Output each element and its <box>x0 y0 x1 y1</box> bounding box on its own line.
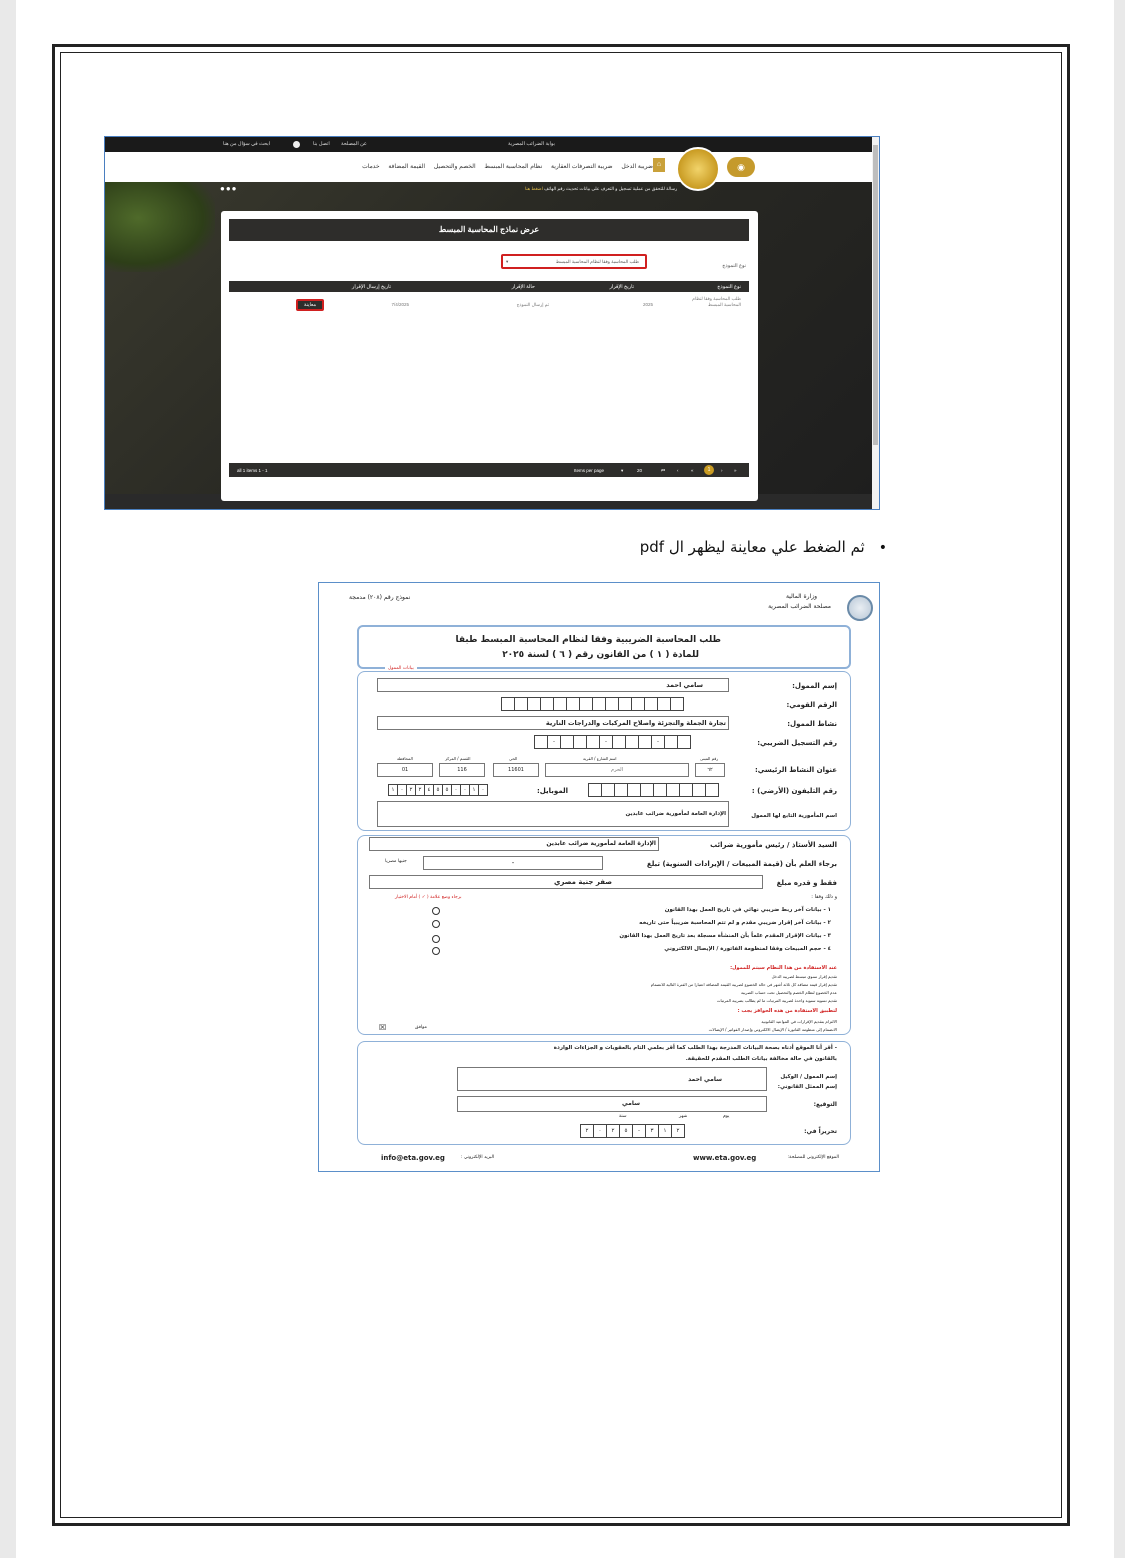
email-label: البريد الإلكتروني : <box>461 1155 495 1160</box>
date-label: تحريراً في: <box>804 1128 837 1135</box>
signature-field <box>457 1096 767 1112</box>
phone-label: رقم التليفون (الأرضي) : <box>751 787 837 795</box>
office-label: اسم المأمورية التابع لها الممول <box>751 813 837 819</box>
option-1-radio[interactable] <box>432 907 440 915</box>
agent-label1: إسم الممول / الوكيل <box>780 1074 837 1080</box>
next-page-button[interactable]: › <box>721 468 723 473</box>
phone-cells <box>589 783 719 797</box>
nav-item-services[interactable]: خدمات <box>362 164 380 170</box>
agree-checkbox[interactable]: ☒ <box>379 1023 387 1032</box>
modal-title: عرض نماذج المحاسبة المبسط <box>229 219 749 241</box>
option-4: ٤ - حجم المبيعات وفقا لمنظومة الفاتورة / الإيصال الالكتروني <box>664 946 831 952</box>
option-4-radio[interactable] <box>432 947 440 955</box>
plant-decoration <box>105 182 215 272</box>
obligation-1: الالتزام بتقديم الإقرارات في المواعيد القانونية <box>761 1019 837 1024</box>
bullet: • <box>878 540 887 556</box>
tax-reg-cells: - - - <box>535 735 691 749</box>
row-year: 2025 <box>642 302 653 307</box>
nav-menu <box>355 163 653 170</box>
addressee-value: الإدارة العامة لمأمورية ضرائب عابدين <box>546 840 656 847</box>
website-link[interactable]: www.eta.gov.eg <box>693 1154 757 1162</box>
option-3-radio[interactable] <box>432 935 440 943</box>
amount-words-field <box>369 875 763 889</box>
website-label: الموقع الإلكتروني للمصلحة: <box>787 1155 839 1160</box>
ministry-name: وزارة المالية <box>785 593 817 600</box>
address-governorate: 01 <box>377 763 433 777</box>
form-title-line2: للمادة ( ١ ) من القانون رقم ( ٦ ) لسنة ٢٠٢٥ <box>502 650 699 660</box>
address-col-street: اسم الشارع / القرية <box>583 756 617 761</box>
address-district: 11601 <box>493 763 539 777</box>
national-id-cells <box>502 697 684 711</box>
benefit-4: تقديم تسوية سنوية واحدة لضريبة المرتبات ما لم يطالب بضريبة المرتبات <box>716 998 837 1003</box>
according-label: و ذلك وفقا : <box>811 894 837 900</box>
benefit-2: تقديم إقرار قيمة مضافة كل ثلاثة أشهر في حالة الخضوع لضريبة القيمة المضافة اعتبارا من الفترة التالية للانضمام <box>650 982 837 987</box>
address-section: 116 <box>439 763 485 777</box>
option-3: ٣ - بيانات الإقرار المقدم علماً بأن المنشأة مسجلة بعد تاريخ العمل بهذا القانون <box>619 933 831 939</box>
pager-info: all 1 items 1 - 1 <box>237 468 268 473</box>
amount-words-value: صفر جنية مصري <box>553 878 612 886</box>
mobile-digit: ٤ <box>424 784 434 796</box>
row-sent-date: 7/4/2025 <box>391 302 409 307</box>
chevron-down-icon: ▾ <box>506 259 509 264</box>
mobile-digit: ٠ <box>451 784 461 796</box>
view-button[interactable]: معاينة <box>296 299 324 311</box>
form-title-box <box>357 625 851 669</box>
taxpayer-name-label: إسم الممول: <box>792 682 837 690</box>
eta-seal-logo <box>847 595 873 621</box>
camera-icon[interactable]: ◉ <box>727 157 755 177</box>
nav-item-real-estate[interactable]: ضريبة التصرفات العقارية <box>551 164 613 170</box>
ticker-link[interactable]: اضغط هنا <box>525 186 543 191</box>
topbar-link-about[interactable]: عن المصلحة <box>341 141 367 147</box>
mobile-digit: ١ <box>469 784 479 796</box>
amount-words-label: فقط و قدره مبلغ <box>776 879 837 887</box>
col-declaration-status[interactable]: حالة الإقرار <box>511 284 535 290</box>
mobile-label: الموبايل: <box>537 787 569 795</box>
mobile-digit: ٢ <box>415 784 425 796</box>
portal-topbar-title: بوابة الضرائب المصرية <box>508 141 555 147</box>
form-number: نموذج رقم (٢٠٨) مدمجة <box>349 594 411 601</box>
date-head-month: شهر <box>679 1114 688 1119</box>
last-page-button[interactable]: » <box>734 468 737 473</box>
current-page[interactable]: 1 <box>704 465 714 475</box>
national-id-label: الرقم القومي: <box>786 701 837 709</box>
nav-item-income-tax[interactable]: ضريبة الدخل <box>621 164 653 170</box>
date-head-year: سنة <box>619 1114 627 1119</box>
page-size-select[interactable]: ▾ <box>621 468 624 473</box>
office-field <box>377 801 729 827</box>
address-col-section: القسم / المركز <box>445 756 471 761</box>
taxpayer-name-value: سامي احمد <box>666 681 703 689</box>
authority-name: مصلحة الضرائب المصرية <box>768 603 831 610</box>
form-type-select[interactable] <box>501 254 647 269</box>
mobile-cells <box>389 784 488 796</box>
topbar-user-link[interactable]: ابحث في سؤال من هنا <box>223 141 270 147</box>
user-icon[interactable] <box>293 141 300 148</box>
signature-label: التوقيع: <box>813 1101 837 1108</box>
mobile-digit: ٠ <box>478 784 488 796</box>
table-row <box>229 294 749 320</box>
email-link[interactable]: info@eta.gov.eg <box>381 1154 445 1162</box>
col-form-type[interactable]: نوع النموذج <box>717 284 741 290</box>
address-col-building: رقم المبنى <box>700 756 719 761</box>
address-building: ٦٢ <box>695 763 725 777</box>
obligations-title: لتطبيق الاستفادة من هذه الحوافز يجب : <box>737 1008 837 1014</box>
table-pager <box>229 463 749 477</box>
address-col-district: الحي <box>509 756 518 761</box>
section1-tag: بيانات الممول <box>385 666 417 671</box>
option-2: ٢ - بيانات آخر إقرار ضريبي مقدم و لم تتم المحاسبة ضريبياً حتى تاريخه <box>639 920 831 926</box>
pdf-form <box>318 582 880 1172</box>
address-col-governorate: المحافظة <box>397 756 413 761</box>
topbar-link-contact[interactable]: اتصل بنا <box>313 141 330 147</box>
page-size-value[interactable]: 20 <box>637 468 643 473</box>
instruction-text: ثم الضغط علي معاينة ليظهر ال pdf <box>639 538 865 556</box>
col-declaration-date[interactable]: تاريخ الإقرار <box>609 284 634 290</box>
declaration-line1: - أقر أنا الموقع أدناه بصحة البيانات المدرجة بهذا الطلب كما أقر بعلمي التام بالعقوبات و الجزاءات الواردة <box>553 1045 837 1051</box>
agent-field <box>457 1067 767 1091</box>
signature-value: سامي <box>622 1100 640 1107</box>
addressee-label: السيد الأستاذ / رئيس مأمورية ضرائب <box>710 841 837 849</box>
date-head-day: يوم <box>723 1114 730 1119</box>
row-status: تم إرسال النموذج <box>516 302 549 307</box>
news-ticker <box>525 186 677 192</box>
sales-unit: جنيها مصريا <box>385 859 407 864</box>
portal-screenshot <box>104 136 880 510</box>
benefits-title: عند الاستفادة من هذا النظام سيتم للممول: <box>730 965 837 971</box>
eta-logo <box>676 147 720 191</box>
declaration-line2: بالقانون في حالة مخالفة بيانات الطلب المقدم للحقيقة. <box>685 1056 837 1062</box>
accessibility-icons[interactable]: ●●● <box>220 184 238 193</box>
benefit-3: عدم الخضوع لنظام الخصم والتحصيل تحت حساب الضريبة <box>740 990 837 995</box>
form-type-label: نوع النموذج <box>722 263 746 269</box>
mobile-digit: ٥ <box>442 784 452 796</box>
activity-field <box>377 716 729 730</box>
first-page-button[interactable]: ⏮ <box>661 468 666 473</box>
agent-name-value: سامي احمد <box>688 1076 722 1083</box>
mobile-digit: ٠ <box>397 784 407 796</box>
sales-field: - <box>423 856 603 870</box>
mobile-digit: ١ <box>388 784 398 796</box>
agree-label: موافق <box>415 1025 427 1030</box>
prev-page-button[interactable]: « <box>691 468 694 473</box>
table-header <box>229 281 749 292</box>
agent-label2: إسم الممثل القانوني: <box>777 1084 837 1090</box>
portal-topbar <box>105 137 873 152</box>
obligation-2: الانضمام إلى منظومة الفاتورة / الإيصال الالكتروني وإصدار الفواتير / الإيصالات <box>708 1027 837 1032</box>
home-icon[interactable]: ⌂ <box>653 158 665 172</box>
date-cells: ٢ ٠ ٢ ٥ - ٣ ١ ٢ <box>581 1124 685 1138</box>
form-title-line1: طلب المحاسبة الضريبية وفقا لنظام المحاسبة المبسط طبقا <box>455 635 721 645</box>
mobile-digit: ٠ <box>460 784 470 796</box>
row-form-type: طلب المحاسبة وفقا لنظام المحاسبة المبسط <box>692 296 741 307</box>
nav-item-simplified[interactable]: نظام المحاسبة المبسط <box>484 164 543 170</box>
address-label: عنوان النشاط الرئيسي: <box>754 766 837 774</box>
portal-navbar <box>105 152 873 182</box>
mobile-digit: ٥ <box>433 784 443 796</box>
taxpayer-name-field <box>377 678 729 692</box>
scrollbar-thumb[interactable] <box>873 145 878 445</box>
items-per-page-label: Items per page <box>574 468 605 473</box>
activity-value: تجارة الجملة والتجزئة واصلاح المركبات والدراجات النارية <box>545 719 726 727</box>
activity-label: نشاط الممول: <box>787 720 837 728</box>
col-sent-date[interactable]: تاريخ إرسال الإقرار <box>351 284 391 290</box>
check-note: برجاء وضع علامة ( ✓ ) أمام الاختيار <box>395 895 462 900</box>
form-type-value: طلب المحاسبة وفقا لنظام المحاسبة المبسط <box>555 259 639 264</box>
ticker-text: رسالة للتحقق من عملية تسجيل و التعرف على بيانات تحديث رقم الهاتف <box>544 186 678 191</box>
forms-modal <box>221 211 758 501</box>
option-2-radio[interactable] <box>432 920 440 928</box>
prev-page-icon[interactable]: ‹ <box>677 468 679 473</box>
option-1: ١ - بيانات آخر ربط ضريبي نهائي في تاريخ العمل بهذا القانون <box>664 907 831 913</box>
nav-item-withholding[interactable]: الخصم والتحصيل <box>433 164 476 170</box>
page-scrollbar[interactable] <box>872 137 879 509</box>
tax-reg-label: رقم التسجيل الضريبي: <box>757 739 837 747</box>
nav-item-vat[interactable]: القيمة المضافة <box>388 164 426 170</box>
mobile-digit: ٢ <box>406 784 416 796</box>
sales-label: برجاء العلم بأن (قيمة المبيعات / الإيرادات السنوية) تبلغ <box>646 860 837 868</box>
addressee-field <box>369 837 659 851</box>
address-street: الحرم <box>545 763 689 777</box>
instruction-line <box>640 538 887 556</box>
benefit-1: تقديم إقرار سنوي مبسط لضريبة الدخل <box>771 974 837 979</box>
office-value: الإدارة العامة لمأمورية ضرائب عابدين <box>625 811 726 817</box>
